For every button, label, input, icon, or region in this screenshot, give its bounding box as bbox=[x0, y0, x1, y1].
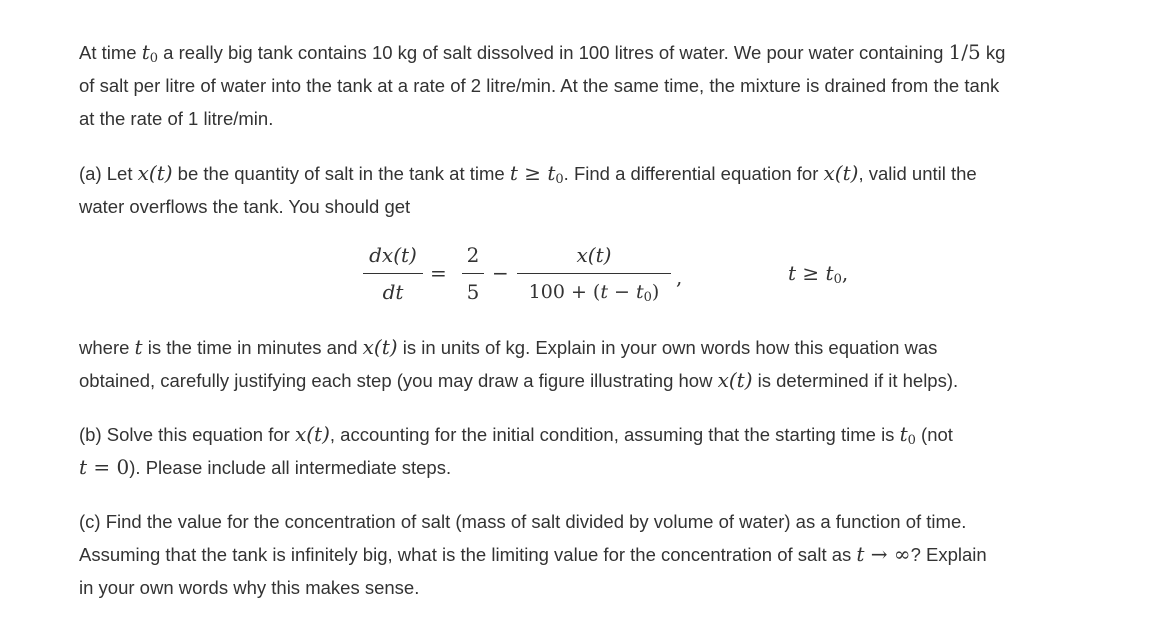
frac2-denominator: $100 + (t - t_0)$ bbox=[528, 281, 660, 305]
part-b-line-2: ). Please include all intermediate steps. bbox=[129, 457, 452, 478]
rhs-fraction bbox=[517, 240, 671, 307]
math-t-equals-zero: t = 0 bbox=[79, 455, 130, 479]
intro-text-1: At time bbox=[79, 42, 142, 63]
equation-comma: , bbox=[676, 265, 683, 289]
math-one-fifth: 1/5 bbox=[948, 40, 981, 64]
intro-line-2: of salt per litre of water into the tank at a rate of 2 litre/min. At the same time, the mixture is drained from the tank bbox=[79, 75, 1000, 96]
after-eq-line-2b: is determined if it helps). bbox=[752, 370, 959, 391]
part-c-line-2a: Assuming that the tank is infinitely big, what is the limiting value for the concentration of salt as bbox=[79, 544, 857, 565]
after-eq-line-2a: obtained, carefully justifying each step (you may draw a figure illustrating how bbox=[79, 370, 718, 391]
frac1-numerator: 2 bbox=[466, 243, 480, 267]
part-c-line-2b: ? Explain bbox=[910, 544, 987, 565]
explanation-paragraph bbox=[79, 331, 1139, 397]
math-t: t bbox=[134, 335, 143, 359]
part-b-text-1: (b) Solve this equation for bbox=[79, 424, 295, 445]
math-x-of-t: x(t) bbox=[823, 161, 859, 185]
part-a-text-2: be the quantity of salt in the tank at time bbox=[172, 163, 510, 184]
lhs-fraction bbox=[363, 240, 423, 307]
math-t0: $t_0$ bbox=[141, 40, 159, 66]
math-x-of-t: x(t) bbox=[362, 335, 398, 359]
part-b-text-3: (not bbox=[915, 424, 953, 445]
after-eq-text-3: is in units of kg. Explain in your own words how this equation was bbox=[397, 337, 938, 358]
part-a-line-2: water overflows the tank. You should get bbox=[79, 196, 411, 217]
intro-paragraph bbox=[79, 36, 1139, 135]
intro-line-3: at the rate of 1 litre/min. bbox=[79, 108, 274, 129]
part-b-text-2: , accounting for the initial condition, assuming that the starting time is bbox=[329, 424, 900, 445]
math-t-ge-t0: $t \ge t_0$ bbox=[509, 161, 564, 187]
part-a-text-1: (a) Let bbox=[79, 163, 138, 184]
math-limit: t → ∞ bbox=[856, 542, 911, 566]
math-x-of-t: x(t) bbox=[717, 368, 753, 392]
two-fifths-fraction bbox=[462, 240, 484, 307]
differential-equation bbox=[0, 240, 1161, 306]
part-c-line-1: (c) Find the value for the concentration of salt (mass of salt divided by volume of water) as a function of time. bbox=[79, 511, 967, 532]
part-c-line-3: in your own words why this makes sense. bbox=[79, 577, 420, 598]
lhs-denominator: dt bbox=[382, 280, 404, 304]
part-a-text-4: , valid until the bbox=[858, 163, 977, 184]
equation-condition: $t \ge t_0$, bbox=[788, 261, 849, 287]
frac2-numerator: x(t) bbox=[576, 243, 612, 267]
math-x-of-t: x(t) bbox=[294, 422, 330, 446]
math-t0: $t_0$ bbox=[899, 422, 916, 448]
part-a-paragraph bbox=[79, 157, 1139, 223]
frac1-denominator: 5 bbox=[466, 280, 480, 304]
part-a-text-3: . Find a differential equation for bbox=[563, 163, 824, 184]
after-eq-text-1: where bbox=[79, 337, 135, 358]
minus-sign: − bbox=[492, 261, 509, 285]
lhs-numerator: dx(t) bbox=[369, 243, 417, 267]
part-c-paragraph bbox=[79, 505, 1139, 604]
math-x-of-t: x(t) bbox=[137, 161, 173, 185]
intro-text-2: a really big tank contains 10 kg of salt dissolved in 100 litres of water. We pour water containing bbox=[158, 42, 949, 63]
equals-sign: = bbox=[430, 261, 447, 285]
intro-text-3: kg bbox=[980, 42, 1006, 63]
part-b-paragraph bbox=[79, 418, 1139, 484]
after-eq-text-2: is the time in minutes and bbox=[142, 337, 363, 358]
